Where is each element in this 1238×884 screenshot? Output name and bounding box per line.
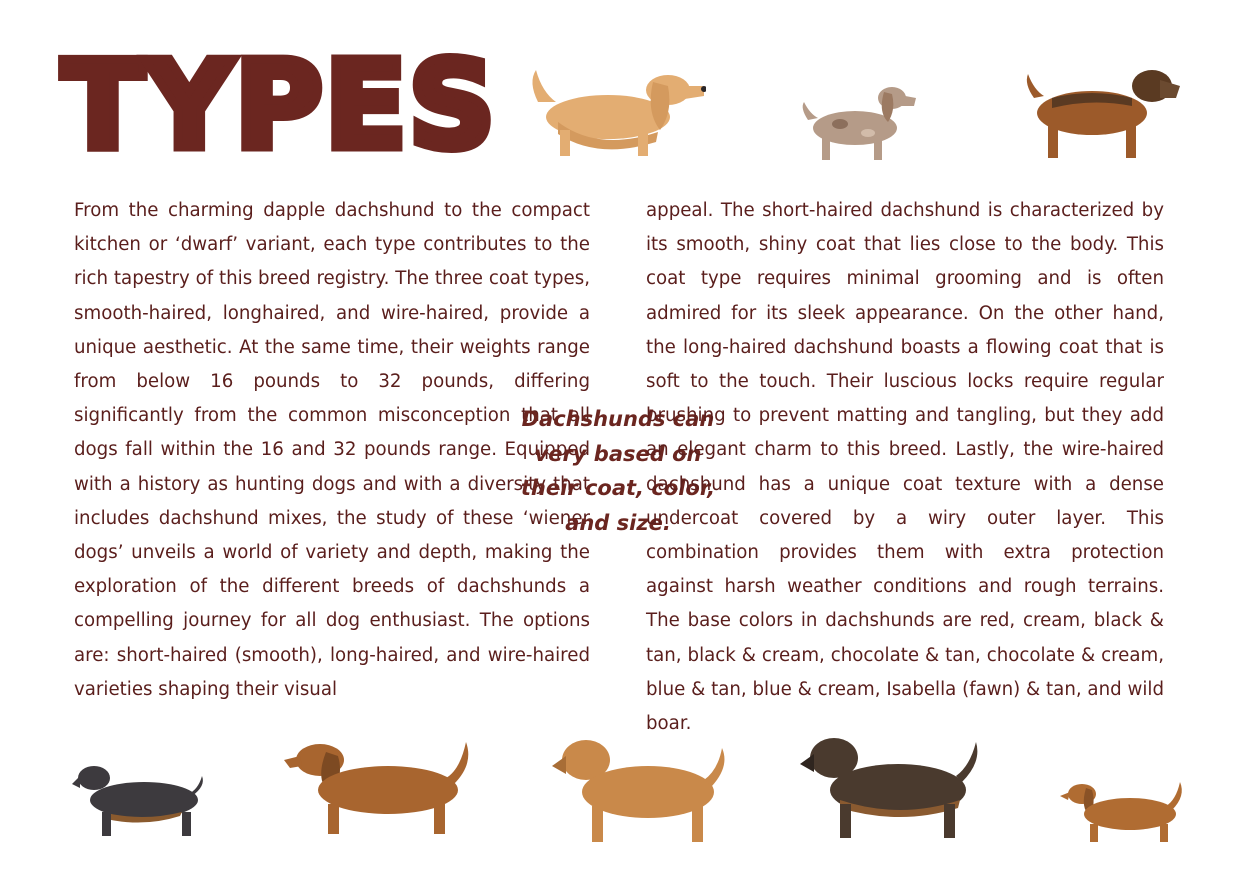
text-column-right	[646, 194, 1164, 741]
dog-illustration-bottom-3	[552, 730, 732, 846]
page-title: TYPES	[62, 37, 498, 176]
dog-illustration-top-3	[1022, 58, 1182, 164]
body-text-right: appeal. The short-haired dachshund is characterized by its smooth, shiny coat that lies close to the body. This coat type requires minimal grooming and is often admired for its sleek appearance. On the other hand, the long-haired dachshund boasts a flowing coat that is soft to the touch. Their luscious locks require regular brushing to prevent matting and tangling, but they add an elegant charm to this breed. Lastly, the wire-haired dachshund has a unique coat texture with a dense undercoat covered by a wiry outer layer. This combination provides them with extra protection against harsh weather conditions and rough terrains. The base colors in dachshunds are red, cream, black & tan, black & cream, chocolate & tan, chocolate & cream, blue & tan, blue & cream, Isabella (fawn) & tan, and wild boar.	[646, 200, 1164, 735]
wirehaired-light-dachshund-icon	[552, 740, 724, 842]
longhaired-miniature-red-dachshund-icon	[1060, 782, 1182, 842]
longhaired-cream-dachshund-icon	[532, 70, 706, 156]
dog-illustration-top-2	[800, 78, 918, 164]
dog-illustration-bottom-5	[1060, 776, 1186, 844]
longhaired-red-dachshund-icon	[284, 742, 468, 834]
dapple-dachshund-icon	[803, 87, 916, 160]
body-text-left: From the charming dapple dachshund to the compact kitchen or ‘dwarf’ variant, each type contributes to the rich tapestry of this breed registry. The three coat types, smooth-haired, longhaired, and wire-haired, provide a unique aesthetic. At the same time, their weights range from below 16 pounds to 32 pounds, differing significantly from the common misconception that all dogs fall within the 16 and 32 pounds range. Equipped with a history as hunting dogs and with a diversity that includes dachshund mixes, the study of these ‘wiener dogs’ unveils a world of variety and depth, making the exploration of the different breeds of dachshunds a compelling journey for all dog enthusiast. The options are: short-haired (smooth), long-haired, and wire-haired varieties shaping their visual	[74, 200, 590, 700]
wirehaired-red-dachshund-icon	[1027, 70, 1180, 158]
smooth-black-tan-dachshund-icon	[72, 766, 203, 836]
wirehaired-wild-boar-dachshund-icon	[800, 738, 977, 838]
dog-illustration-bottom-4	[800, 728, 984, 842]
dog-illustration-bottom-2	[284, 734, 476, 838]
dog-illustration-bottom-1	[72, 756, 208, 840]
pull-quote: Dachshunds can very based on their coat, color, and size.	[520, 407, 716, 535]
dog-illustration-top-1	[528, 62, 706, 162]
